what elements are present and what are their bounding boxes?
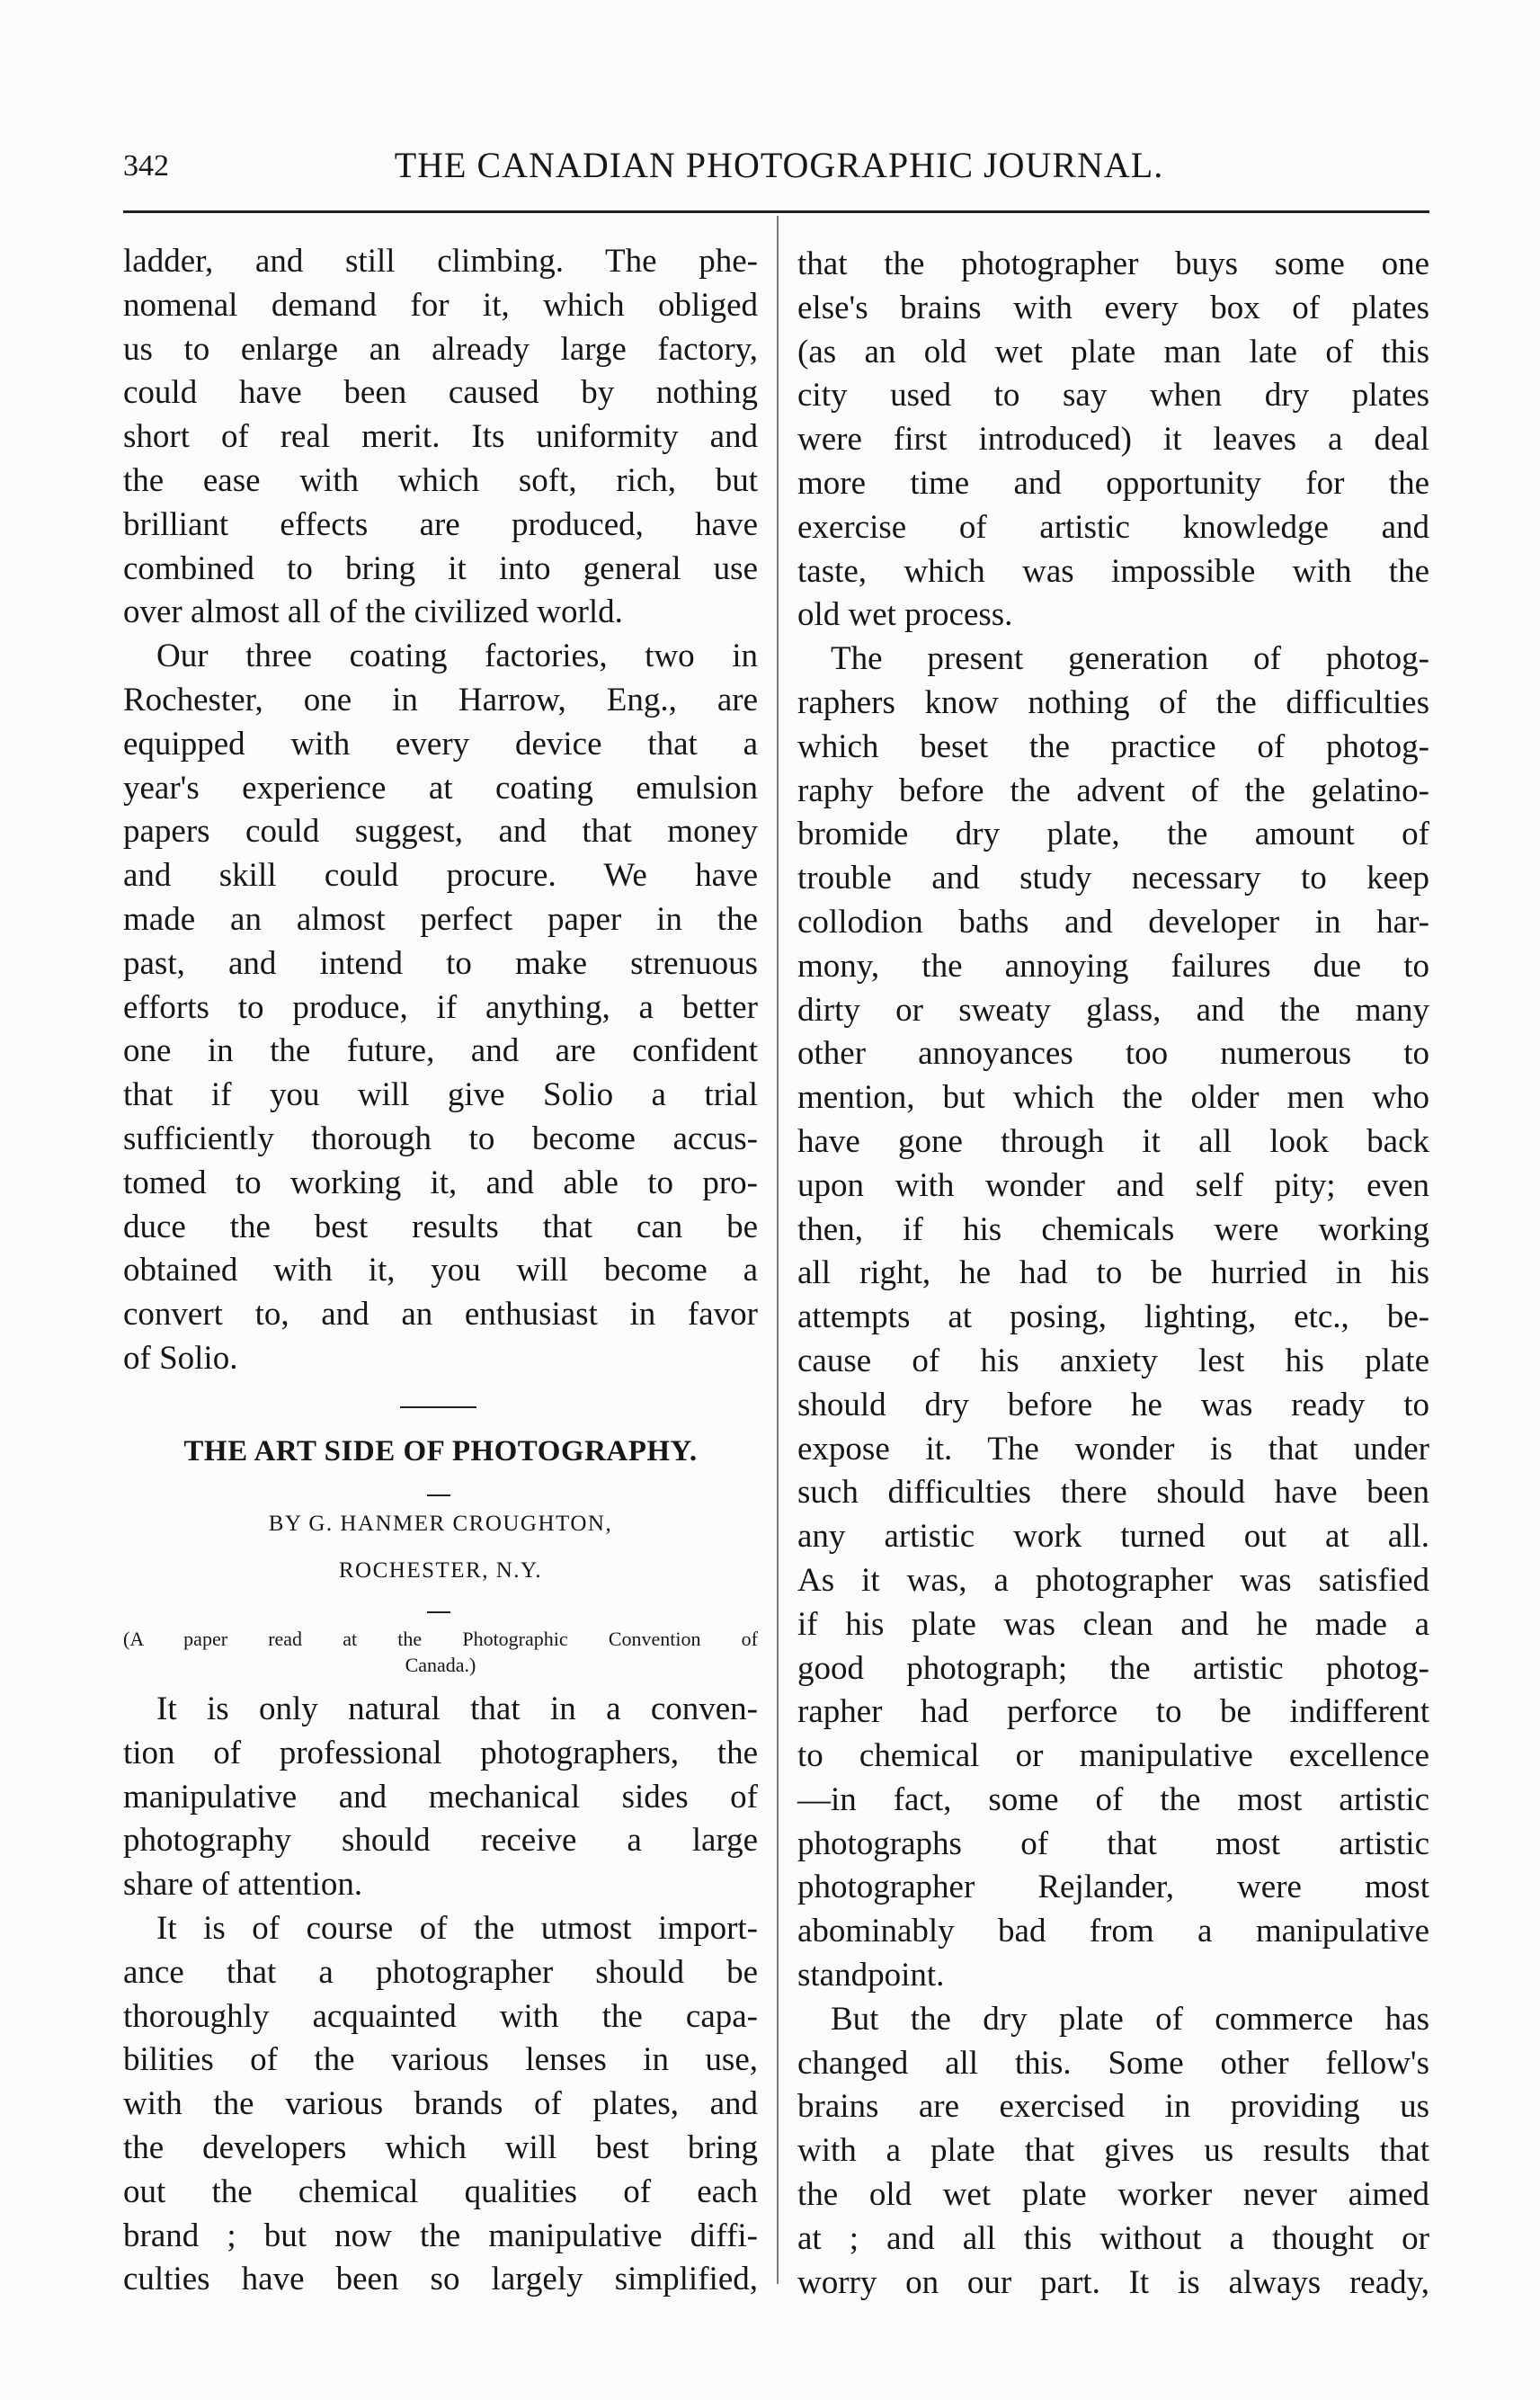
text-line: obtained with it, you will become a (123, 1252, 758, 1289)
paragraph (123, 635, 758, 1381)
text-line: exercise of artistic knowledge and (797, 508, 1429, 546)
text-line: all right, he had to be hurried in his (797, 1254, 1429, 1292)
text-line: nomenal demand for it, which obliged (123, 286, 758, 324)
paragraph (797, 638, 1429, 1998)
text-line: were first introduced) it leaves a deal (797, 421, 1429, 459)
text-line: that if you will give Solio a trial (123, 1076, 758, 1114)
text-line: short of real merit. Its uniformity and (123, 418, 758, 456)
text-line: city used to say when dry plates (797, 377, 1429, 415)
running-head: THE CANADIAN PHOTOGRAPHIC JOURNAL. (394, 145, 1164, 185)
text-line: made an almost perfect paper in the (123, 900, 758, 938)
text-line: convert to, and an enthusiast in favor (123, 1296, 758, 1334)
text-line: should dry before he was ready to (797, 1386, 1429, 1423)
text-line: changed all this. Some other fellow's (797, 2044, 1429, 2082)
text-line: the developers which will best bring (123, 2128, 758, 2166)
text-line: But the dry plate of commerce has (831, 2000, 1429, 2038)
text-line: Rochester, one in Harrow, Eng., are (123, 681, 758, 718)
article-title: THE ART SIDE OF PHOTOGRAPHY. (183, 1435, 698, 1468)
text-line: photography should receive a large (123, 1822, 758, 1860)
right-column (797, 243, 1429, 2305)
text-line: with the various brands of plates, and (123, 2085, 758, 2123)
text-line: out the chemical qualities of each (123, 2172, 758, 2210)
text-line: that the photographer buys some one (797, 245, 1429, 282)
text-line: tion of professional photographers, the (123, 1734, 758, 1771)
text-line: sufficiently thorough to become accus- (123, 1120, 758, 1157)
byline-dash (427, 1611, 450, 1613)
text-line: Our three coating factories, two in (156, 638, 758, 675)
article-byline: BY G. HANMER CROUGHTON, (268, 1512, 613, 1536)
text-line: culties have been so largely simplified, (123, 2261, 758, 2298)
section-divider (400, 1406, 476, 1408)
text-line: ance that a photographer should be (123, 1953, 758, 1991)
text-line: worry on our part. It is always ready, (797, 2263, 1429, 2301)
text-line: could have been caused by nothing (123, 374, 758, 412)
text-line: bilities of the various lenses in use, (123, 2041, 758, 2079)
text-line: taste, which was impossible with the (797, 552, 1429, 590)
text-line: one in the future, and are confident (123, 1032, 758, 1070)
text-line: standpoint. (797, 1957, 945, 1994)
text-line: and skill could procure. We have (123, 857, 758, 895)
text-line: The present generation of photog- (831, 640, 1429, 678)
text-line: old wet process. (797, 596, 1013, 634)
text-line: with a plate that gives us results that (797, 2132, 1429, 2170)
paragraph (123, 1688, 758, 1907)
text-line: combined to bring it into general use (123, 549, 758, 587)
text-line: trouble and study necessary to keep (797, 860, 1429, 897)
text-line: papers could suggest, and that money (123, 813, 758, 851)
text-line: dirty or sweaty glass, and the many (797, 991, 1429, 1029)
text-line: else's brains with every box of plates (797, 289, 1429, 326)
text-line: if his plate was clean and he made a (797, 1605, 1429, 1643)
header-rule (123, 210, 1429, 213)
text-line: collodion baths and developer in har- (797, 903, 1429, 941)
text-line: raphy before the advent of the gelatino- (797, 772, 1429, 809)
text-line: ladder, and still climbing. The phe- (123, 243, 758, 280)
text-line: expose it. The wonder is that under (797, 1430, 1429, 1468)
text-line: duce the best results that can be (123, 1208, 758, 1245)
column-divider (777, 216, 779, 2284)
text-line: upon with wonder and self pity; even (797, 1166, 1429, 1204)
text-line: other annoyances too numerous to (797, 1035, 1429, 1073)
caption-line: (A paper read at the Photographic Convention of (123, 1628, 758, 1650)
article-location: ROCHESTER, N.Y. (338, 1558, 543, 1583)
text-line: year's experience at coating emulsion (123, 769, 758, 807)
text-line: rapher had perforce to be indifferent (797, 1693, 1429, 1731)
text-line: (as an old wet plate man late of this (797, 333, 1429, 370)
text-line: It is only natural that in a conven- (156, 1691, 758, 1727)
text-line: photographs of that most artistic (797, 1825, 1429, 1862)
text-line: the ease with which soft, rich, but (123, 461, 758, 499)
text-line: mention, but which the older men who (797, 1079, 1429, 1117)
text-line: good photograph; the artistic photog- (797, 1649, 1429, 1687)
text-line: thoroughly acquainted with the capa- (123, 1997, 758, 2035)
page-number: 342 (123, 149, 169, 183)
text-line: past, and intend to make strenuous (123, 944, 758, 982)
text-line: share of attention. (123, 1866, 363, 1904)
text-line: cause of his anxiety lest his plate (797, 1342, 1429, 1379)
left-column-top (123, 240, 758, 1381)
text-line: brilliant effects are produced, have (123, 505, 758, 543)
text-line: attempts at posing, lighting, etc., be- (797, 1298, 1429, 1336)
paragraph (797, 243, 1429, 638)
paragraph (123, 240, 758, 635)
article-caption (123, 1626, 758, 1678)
text-line: to chemical or manipulative excellence (797, 1737, 1429, 1775)
caption-line: Canada.) (405, 1654, 476, 1676)
text-line: any artistic work turned out at all. (797, 1518, 1429, 1556)
text-line: more time and opportunity for the (797, 464, 1429, 502)
text-line: manipulative and mechanical sides of (123, 1778, 758, 1816)
text-line: bromide dry plate, the amount of (797, 816, 1429, 853)
text-line: photographer Rejlander, were most (797, 1869, 1429, 1906)
text-line: which beset the practice of photog- (797, 727, 1429, 765)
text-line: brand ; but now the manipulative diffi- (123, 2217, 758, 2254)
text-line: such difficulties there should have been (797, 1474, 1429, 1512)
text-line: mony, the annoying failures due to (797, 947, 1429, 985)
text-line: have gone through it all look back (797, 1122, 1429, 1160)
text-line: of Solio. (123, 1339, 238, 1377)
paragraph (797, 1998, 1429, 2306)
text-line: brains are exercised in providing us (797, 2088, 1429, 2126)
paragraph (123, 1907, 758, 2302)
text-line: —in fact, some of the most artistic (797, 1780, 1429, 1818)
text-line: efforts to produce, if anything, a better (123, 988, 758, 1026)
text-line: at ; and all this without a thought or (797, 2219, 1429, 2257)
text-line: It is of course of the utmost import- (156, 1909, 758, 1947)
text-line: us to enlarge an already large factory, (123, 330, 758, 368)
left-column-bottom (123, 1688, 758, 2302)
text-line: abominably bad from a manipulative (797, 1913, 1429, 1950)
text-line: As it was, a photographer was satisfied (797, 1561, 1429, 1599)
text-line: equipped with every device that a (123, 725, 758, 763)
text-line: then, if his chemicals were working (797, 1210, 1429, 1248)
text-line: raphers know nothing of the difficulties (797, 683, 1429, 721)
text-line: over almost all of the civilized world. (123, 593, 623, 631)
text-line: tomed to working it, and able to pro- (123, 1164, 758, 1201)
title-dash (427, 1494, 450, 1496)
text-line: the old wet plate worker never aimed (797, 2176, 1429, 2214)
